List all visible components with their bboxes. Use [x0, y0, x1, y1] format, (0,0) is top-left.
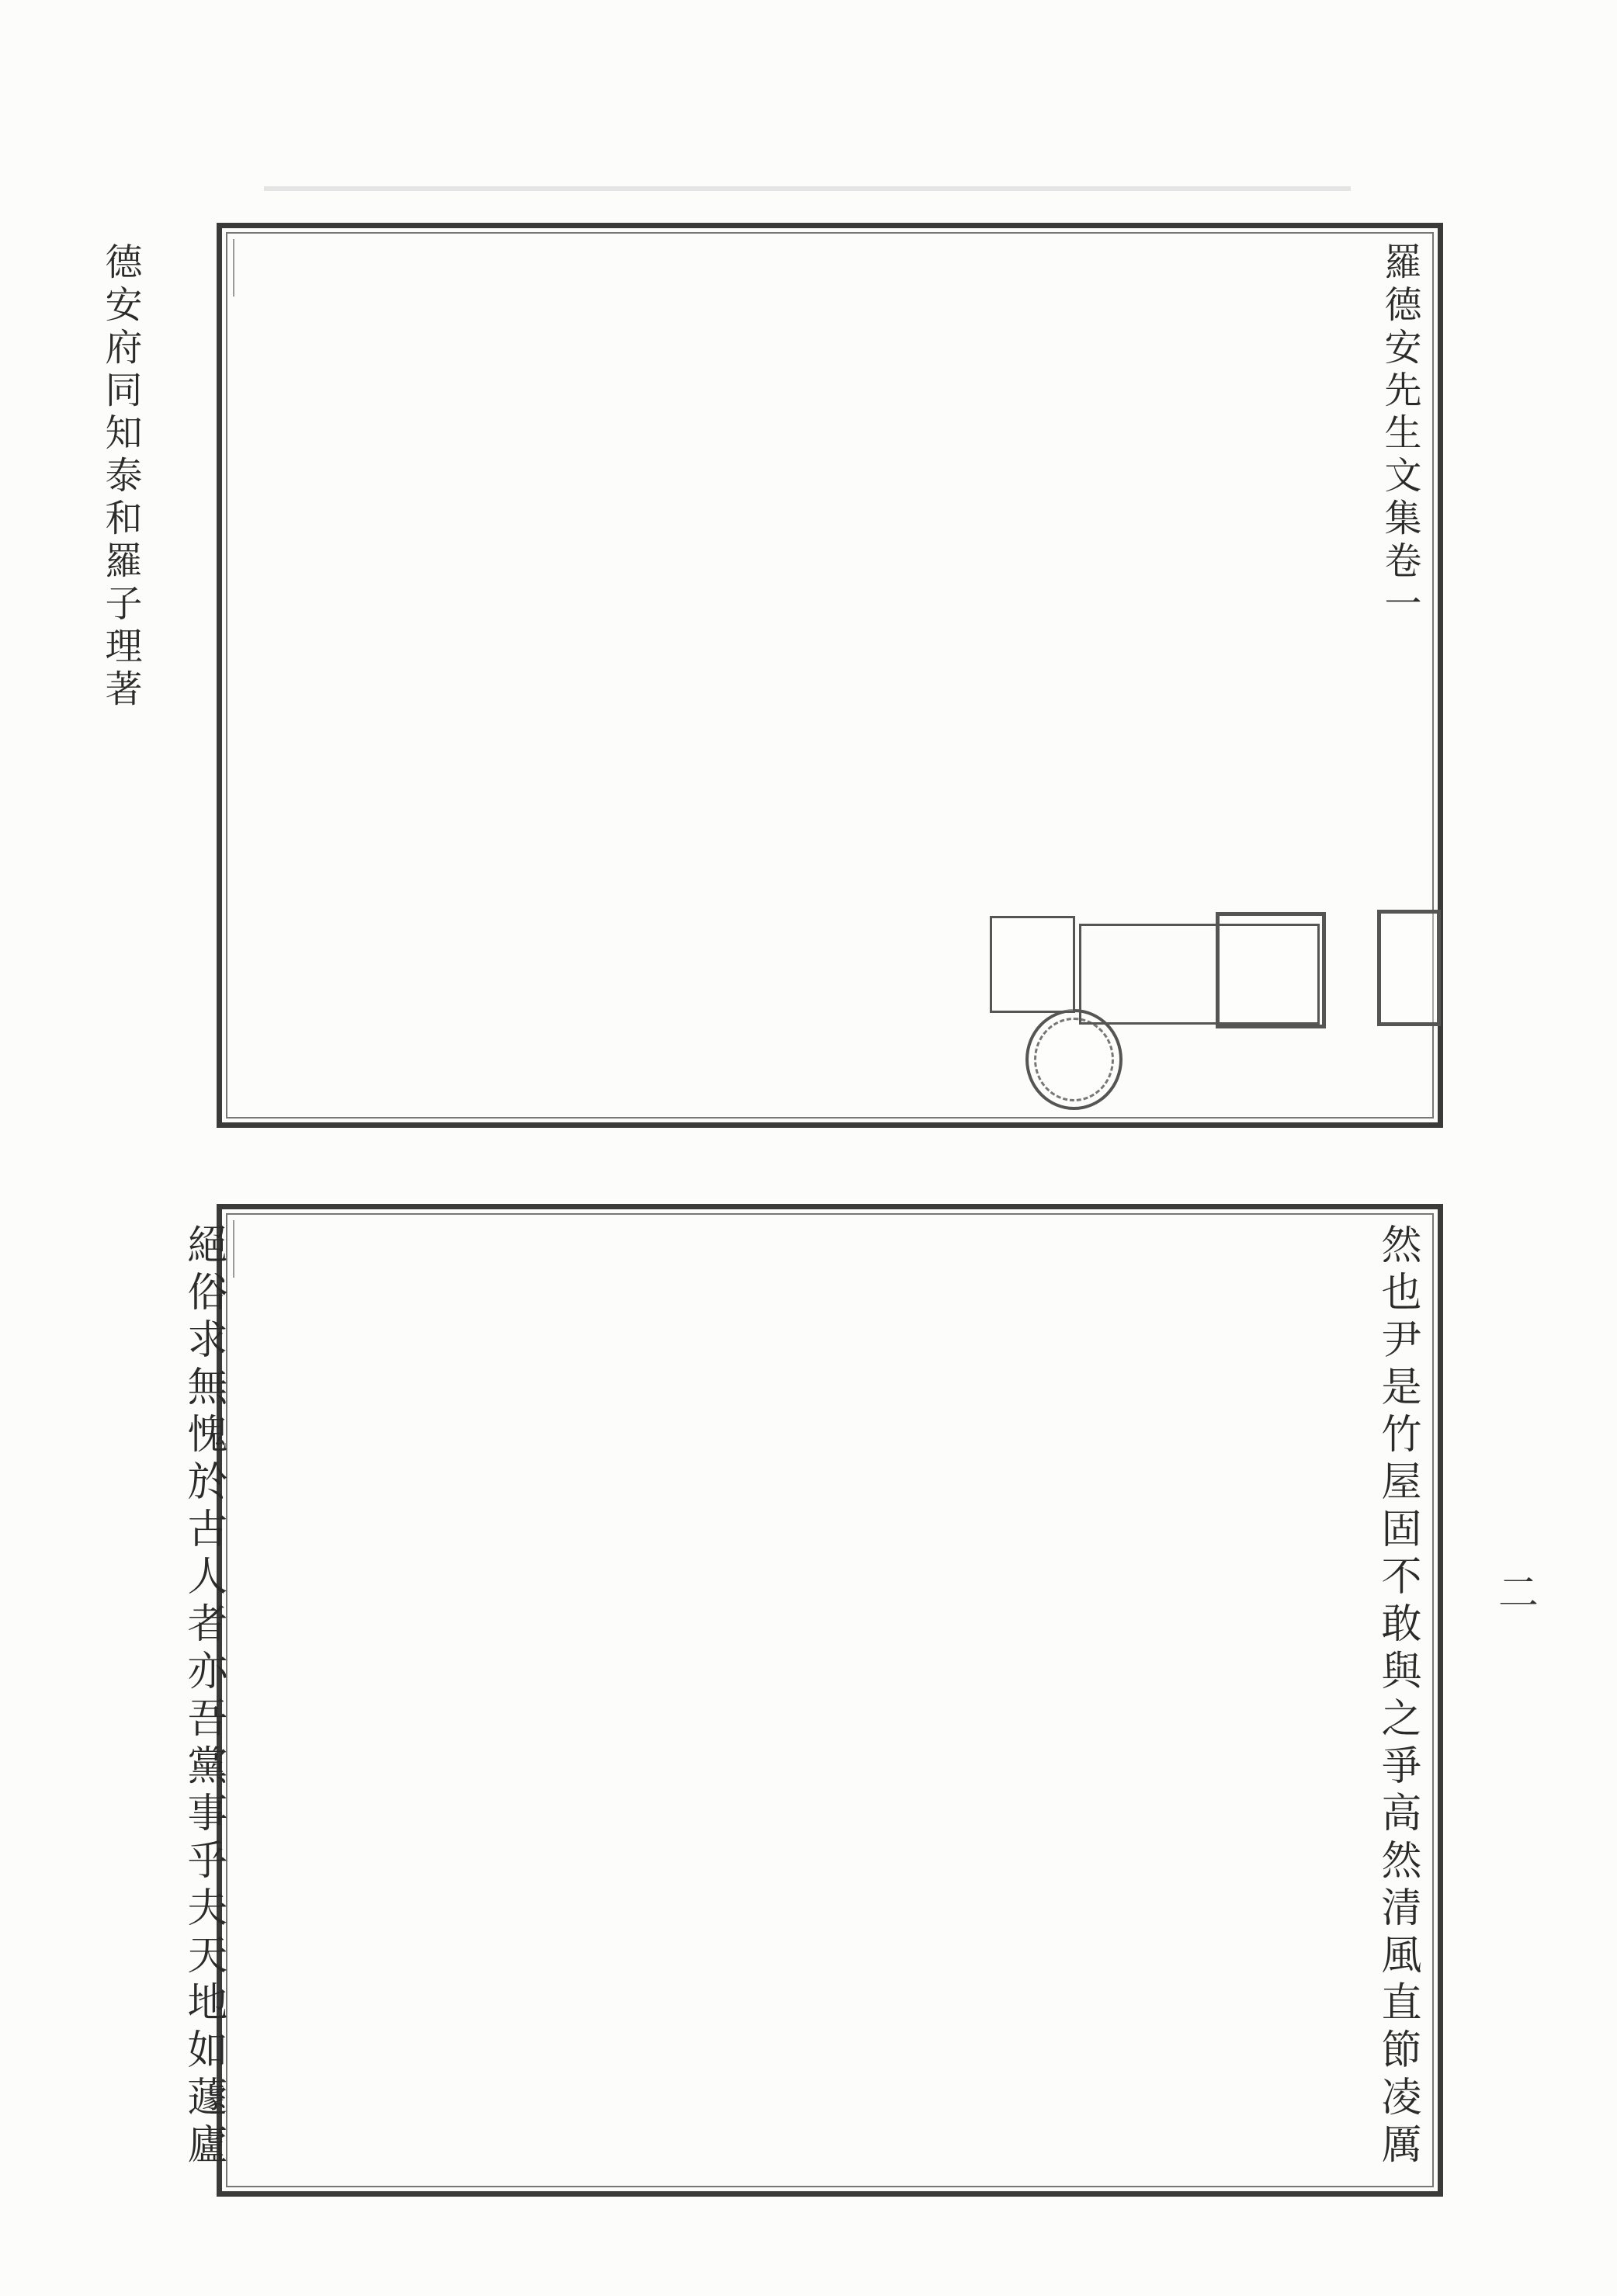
text-column: [233, 239, 1427, 626]
lower-text-columns: [180, 1220, 1427, 2180]
lower-half-page: [180, 1204, 1443, 2197]
column-text: 羅德安先生文集卷一: [1378, 242, 1421, 626]
column-text: 德安府同知泰和羅子理著: [99, 242, 142, 712]
page-number: 二: [1498, 1570, 1539, 1617]
text-column: [0, 1220, 233, 2170]
text-column: [0, 239, 233, 712]
seal-stamp: [1377, 910, 1441, 1026]
column-text: 絕俗求無愧於古人者亦吾黨事乎夫天地如蘧廬: [180, 1223, 227, 2170]
scan-smudge: [264, 186, 1351, 191]
text-column: [233, 1220, 1427, 2170]
seal-stamp: [990, 916, 1075, 1013]
column-text: 然也尹是竹屋固不敢與之爭高然清風直節凌厲: [1374, 1223, 1421, 2170]
seal-frame: [1079, 924, 1320, 1025]
